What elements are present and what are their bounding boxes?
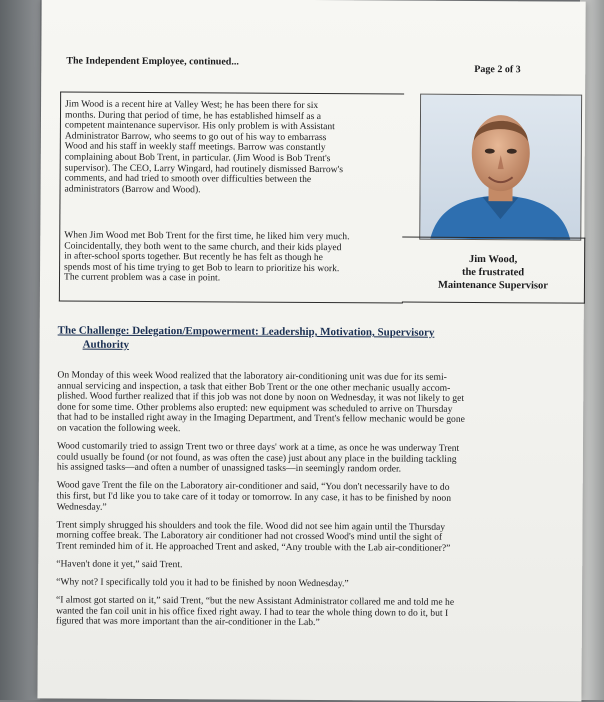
text-line: Trent simply shrugged his shoulders and took the file. Wood did not see him again until the Thursday (56, 519, 446, 533)
paragraph (56, 596, 536, 631)
text-line: wanted the fan coil unit in his office fixed right away. I had to tear the whole thing down to do it, but I (55, 605, 449, 619)
challenge-heading (58, 323, 528, 354)
portrait-photo (419, 94, 582, 241)
text-line: done for some time. Other problems also erupted: new equipment was scheduled to arrive on Thursday (57, 401, 453, 415)
paragraph (56, 559, 536, 573)
caption-line: the frustrated (461, 266, 525, 279)
text-line: competent maintenance supervisor. His only problem is with Assistant (64, 119, 335, 133)
text-line: On Monday of this week Wood realized that the laboratory air-conditioning unit was due for its semi- (57, 369, 447, 383)
text-line: annual servicing and inspection, a task that either Bob Trent or the one other mechanic usually accom- (57, 380, 451, 394)
caption-line: Jim Wood, (468, 253, 518, 266)
text-line: figured that was more important than the air-conditioner in the Lab.” (55, 615, 320, 629)
text-line: Wood and his staff in weekly staff meetings. Barrow was constantly (64, 140, 326, 154)
text-line: on vacation the following week. (57, 422, 181, 435)
paragraph (57, 370, 537, 436)
text-line: Coincidentally, they both went to the same church, and their kids played (64, 240, 342, 253)
text-line: administrators (Barrow and Wood). (64, 183, 201, 196)
text-line: Wednesday.” (56, 500, 107, 513)
text-line: supervisor). The CEO, Larry Wingard, had routinely dismissed Barrow's (64, 162, 344, 175)
paragraph (57, 442, 537, 477)
text-line: months. During that period of time, he has established himself as a (64, 109, 322, 122)
text-line: Trent reminded him of it. He approached Trent and asked, “Any trouble with the Lab air-conditioner?” (56, 540, 451, 554)
text-line: plished. Wood further realized that if this job was not done by noon on Wednesday, it was not likely to get (57, 390, 465, 405)
text-line: Jim Wood is a recent hire at Valley West; he has been there for six (65, 98, 319, 112)
text-line: morning coffee break. The Laboratory air conditioner had not crossed Wood's mind until the sight of (56, 529, 443, 544)
text-line: “Haven't done it yet,” said Trent. (56, 558, 183, 571)
intro-paragraph-1 (65, 99, 376, 196)
text-line: Administrator Barrow, who seems to go out of his way to embarrass (64, 130, 327, 143)
paragraph (57, 481, 537, 516)
document-page (37, 0, 585, 702)
document-header-title: The Independent Employee, continued... (66, 55, 239, 68)
text-line: Wood customarily tried to assign Trent two or three days' work at a time, as once he was underway Trent (56, 440, 460, 454)
text-line: could usually be found (or not found, as was often the case) just about any place in the building tackling (56, 451, 457, 465)
paragraph (56, 577, 536, 591)
text-line: The current problem was a case in point. (63, 271, 221, 284)
photo-caption (402, 253, 584, 293)
heading-line: Authority (82, 338, 130, 351)
text-line: complaining about Bob Trent, in particular. (Jim Wood is Bob Trent's (64, 151, 331, 165)
text-line: When Jim Wood met Bob Trent for the first time, he liked him very much. (64, 229, 350, 243)
text-line: in after-school sports together. But recently he has felt as though he (64, 250, 323, 264)
text-line: that had to be installed right away in the Imaging Department, and Trent's fellow mechanic would be gone (57, 411, 465, 426)
text-line: his assigned tasks—and often a number of unassigned tasks—in seemingly random order. (56, 461, 402, 475)
text-line: spends most of his time trying to get Bob to learn to prioritize his work. (64, 261, 340, 274)
caption-line: Maintenance Supervisor (437, 279, 548, 292)
page-number: Page 2 of 3 (474, 63, 521, 76)
text-line: Wood gave Trent the file on the Laboratory air-conditioner and said, “You don't necessarily have to do (56, 479, 450, 494)
paragraph (56, 520, 536, 555)
text-line: “I almost got started on it,” said Trent, “but the new Assistant Administrator collared me and told me he (56, 594, 455, 608)
text-line: this first, but I'd like you to take care of it today or tomorrow. In any case, it has to be finished by noon (56, 490, 452, 504)
case-body (56, 370, 538, 637)
text-line: “Why not? I specifically told you it had to be finished by noon Wednesday.” (56, 576, 349, 590)
intro-paragraph-2 (64, 230, 402, 285)
text-line: comments, and had tried to smooth over difficulties between the (64, 172, 312, 186)
background-left (0, 0, 40, 700)
heading-line: The Challenge: Delegation/Empowerment: Leadership, Motivation, Supervisory (57, 324, 435, 339)
